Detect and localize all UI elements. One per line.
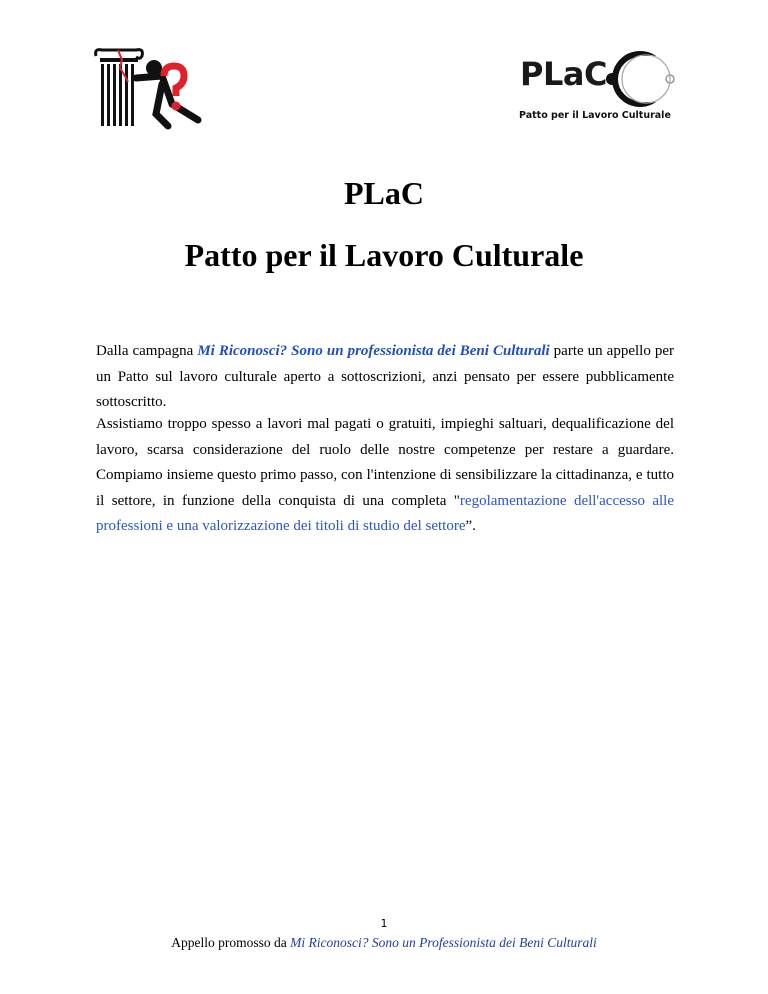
campaign-name-link[interactable]: Mi Riconosci? Sono un professionista dei Beni Culturali [197,343,550,359]
paragraph-appeal [96,412,674,540]
paragraph-appeal-prefix: Assistiamo troppo spesso a lavori mal pagati o gratuiti, impieghi saltuari, dequalificazione del lavoro, scarsa considerazione del ruolo delle nostre competenze per restare a guardare. Compiamo insieme questo primo passo, con l'intenzione di sensibilizzare la cittadinanza, e tutto il settore, in funzione della conquista di una completa " [96,416,674,509]
page-number: 1 [380,917,388,930]
document-title: PLaC [344,175,424,211]
footer [0,935,768,951]
paragraph-intro-prefix: Dalla campagna [96,343,198,359]
mi-riconosci-logo [92,44,204,130]
plac-logo-subtitle: Patto per il Lavoro Culturale [519,110,671,121]
footer-campaign: Mi Riconosci? Sono un Professionista dei Beni Culturali [290,935,597,950]
paragraph-appeal-suffix: ”. [465,518,476,534]
document-subtitle: Patto per il Lavoro Culturale [184,237,584,273]
paragraph-intro [96,339,674,416]
paragraph-intro-suffix: parte un appello per un Patto sul lavoro culturale aperto a sottoscrizioni, anzi pensato per essere pubblicamente sottoscritto. [96,343,674,410]
plac-logo-word: PLaC [520,55,607,93]
footer-prefix: Appello promosso da [171,935,291,950]
regulation-link[interactable]: regolamentazione dell'accesso alle professioni e una valorizzazione dei titoli di studio del settore [96,492,674,534]
